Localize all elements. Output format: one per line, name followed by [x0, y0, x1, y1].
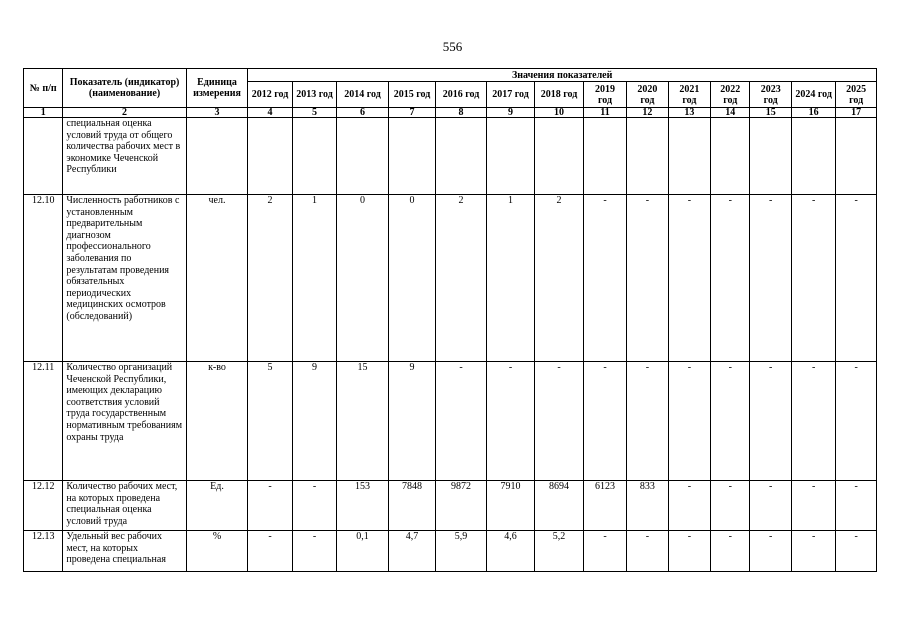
- column-number: 12: [627, 108, 668, 118]
- table-row: [24, 195, 877, 362]
- header-values-group: Значения показателей: [248, 69, 877, 82]
- column-number: 4: [248, 108, 292, 118]
- value-cell: [436, 118, 487, 195]
- value-cell: -: [535, 362, 584, 481]
- value-cell: -: [436, 362, 487, 481]
- value-cell: -: [750, 195, 791, 362]
- header-year: 2020 год: [627, 82, 668, 108]
- column-number-row: [24, 108, 877, 118]
- column-number: 6: [337, 108, 389, 118]
- value-cell: -: [292, 531, 336, 572]
- table-body: [24, 108, 877, 572]
- column-number: 15: [750, 108, 791, 118]
- page-number: 556: [442, 39, 463, 54]
- value-cell: 7848: [388, 481, 435, 531]
- value-cell: -: [583, 531, 626, 572]
- value-cell: -: [711, 531, 750, 572]
- value-cell: 4,7: [388, 531, 435, 572]
- unit-of-measure: чел.: [186, 195, 248, 362]
- value-cell: -: [791, 531, 835, 572]
- indicator-name: Удельный вес рабочих мест, на которых проведена специальная: [63, 531, 186, 572]
- value-cell: [535, 118, 584, 195]
- unit-of-measure: к-во: [186, 362, 248, 481]
- value-cell: -: [791, 481, 835, 531]
- row-number: 12.11: [24, 362, 63, 481]
- header-year: 2015 год: [388, 82, 435, 108]
- header-year: 2018 год: [535, 82, 584, 108]
- value-cell: 15: [337, 362, 389, 481]
- value-cell: [388, 118, 435, 195]
- value-cell: [791, 118, 835, 195]
- value-cell: [486, 118, 535, 195]
- value-cell: -: [668, 362, 710, 481]
- column-number: 13: [668, 108, 710, 118]
- indicator-name: специальная оценка условий труда от общего количества рабочих мест в экономике Чеченской Республики: [63, 118, 186, 195]
- value-cell: 1: [486, 195, 535, 362]
- value-cell: [627, 118, 668, 195]
- value-cell: 5,2: [535, 531, 584, 572]
- header-year: 2012 год: [248, 82, 292, 108]
- value-cell: [583, 118, 626, 195]
- column-number: 16: [791, 108, 835, 118]
- header-year: 2022 год: [711, 82, 750, 108]
- value-cell: -: [711, 195, 750, 362]
- header-year: 2017 год: [486, 82, 535, 108]
- value-cell: 5: [248, 362, 292, 481]
- value-cell: [711, 118, 750, 195]
- row-number: 12.13: [24, 531, 63, 572]
- unit-of-measure: %: [186, 531, 248, 572]
- indicators-table: [23, 68, 877, 572]
- indicator-name: Количество рабочих мест, на которых проведена специальная оценка условий труда: [63, 481, 186, 531]
- value-cell: -: [668, 195, 710, 362]
- unit-of-measure: [186, 118, 248, 195]
- value-cell: [750, 118, 791, 195]
- value-cell: -: [248, 481, 292, 531]
- value-cell: 2: [436, 195, 487, 362]
- column-number: 7: [388, 108, 435, 118]
- header-year: 2025 год: [836, 82, 877, 108]
- unit-of-measure: Ед.: [186, 481, 248, 531]
- row-number: 12.12: [24, 481, 63, 531]
- value-cell-2025: [836, 118, 877, 195]
- value-cell: 9: [388, 362, 435, 481]
- value-cell: [248, 118, 292, 195]
- header-indicator: Показатель (индикатор) (наименование): [63, 69, 186, 108]
- value-cell: 4,6: [486, 531, 535, 572]
- value-cell: -: [627, 531, 668, 572]
- value-cell: -: [791, 362, 835, 481]
- header-year: 2016 год: [436, 82, 487, 108]
- value-cell: 2: [535, 195, 584, 362]
- header-year: 2023 год: [750, 82, 791, 108]
- column-number: 1: [24, 108, 63, 118]
- column-number: 10: [535, 108, 584, 118]
- value-cell-2025: -: [836, 362, 877, 481]
- indicator-name: Численность работников с установленным предварительным диагнозом профессионального заболевания по результатам проведения обязательных периодических медицинских осмотров (обследований): [63, 195, 186, 362]
- value-cell: -: [627, 362, 668, 481]
- value-cell-2025: -: [836, 531, 877, 572]
- value-cell: 9: [292, 362, 336, 481]
- header-year: 2024 год: [791, 82, 835, 108]
- value-cell: -: [292, 481, 336, 531]
- value-cell: -: [627, 195, 668, 362]
- value-cell: 1: [292, 195, 336, 362]
- value-cell: 6123: [583, 481, 626, 531]
- value-cell: 2: [248, 195, 292, 362]
- value-cell: 0: [388, 195, 435, 362]
- value-cell: -: [668, 531, 710, 572]
- value-cell: -: [750, 531, 791, 572]
- value-cell: -: [750, 362, 791, 481]
- value-cell: 8694: [535, 481, 584, 531]
- value-cell: -: [711, 481, 750, 531]
- value-cell: -: [583, 195, 626, 362]
- value-cell: -: [583, 362, 626, 481]
- header-year: 2014 год: [337, 82, 389, 108]
- column-number: 2: [63, 108, 186, 118]
- value-cell: 9872: [436, 481, 487, 531]
- row-number: 12.10: [24, 195, 63, 362]
- column-number: 11: [583, 108, 626, 118]
- value-cell: -: [668, 481, 710, 531]
- value-cell: -: [791, 195, 835, 362]
- header-year: 2021 год: [668, 82, 710, 108]
- value-cell: [668, 118, 710, 195]
- table-row: [24, 531, 877, 572]
- value-cell: -: [711, 362, 750, 481]
- column-number: 9: [486, 108, 535, 118]
- value-cell: 833: [627, 481, 668, 531]
- column-number: 17: [836, 108, 877, 118]
- value-cell: [292, 118, 336, 195]
- table-row: [24, 481, 877, 531]
- table-row: [24, 118, 877, 195]
- column-number: 14: [711, 108, 750, 118]
- header-year: 2019 год: [583, 82, 626, 108]
- value-cell: -: [486, 362, 535, 481]
- header-num: № п/п: [24, 69, 63, 108]
- value-cell: -: [750, 481, 791, 531]
- column-number: 3: [186, 108, 248, 118]
- header-unit: Единица измерения: [186, 69, 248, 108]
- value-cell: 5,9: [436, 531, 487, 572]
- table-row: [24, 362, 877, 481]
- value-cell-2025: -: [836, 481, 877, 531]
- indicator-name: Количество организаций Чеченской Республики, имеющих декларацию соответствия условий труда государственным нормативным требованиям охраны труда: [63, 362, 186, 481]
- value-cell: -: [248, 531, 292, 572]
- value-cell-2025: -: [836, 195, 877, 362]
- value-cell: 0: [337, 195, 389, 362]
- row-number: [24, 118, 63, 195]
- column-number: 8: [436, 108, 487, 118]
- value-cell: 153: [337, 481, 389, 531]
- header-year: 2013 год: [292, 82, 336, 108]
- value-cell: [337, 118, 389, 195]
- column-number: 5: [292, 108, 336, 118]
- value-cell: 7910: [486, 481, 535, 531]
- value-cell: 0,1: [337, 531, 389, 572]
